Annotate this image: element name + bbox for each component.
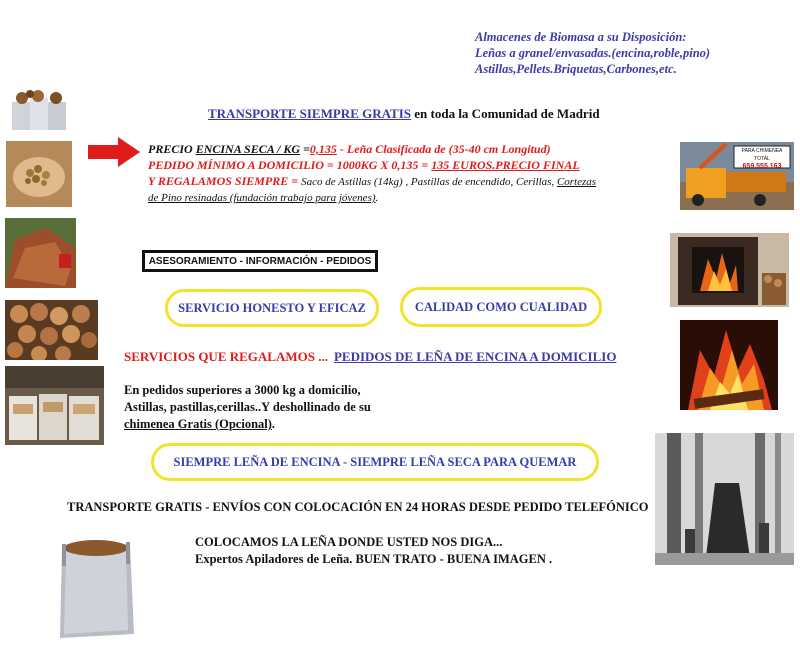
header-text: [475, 29, 795, 77]
truck-sign: [736, 147, 788, 171]
price-line-4: [148, 190, 648, 206]
price-line-3: [148, 173, 648, 190]
price-line-2: [148, 157, 648, 173]
forest-photo-image: [655, 433, 794, 565]
placement-line-2: Expertos Apiladores de Leña. BUEN TRATO - BUENA IMAGEN .: [195, 552, 553, 566]
truck-sign-phone: 659.555.163: [742, 163, 782, 170]
honest-service-oval: SERVICIO HONESTO Y EFICAZ: [165, 289, 379, 327]
logs-image: [5, 300, 98, 360]
header-line-2: Leñas a granel/envasadas.(encina,roble,pino): [475, 46, 711, 60]
warehouse-bags-image: [5, 366, 104, 445]
quality-oval: CALIDAD COMO CUALIDAD: [400, 287, 602, 327]
truck-image: [680, 142, 794, 210]
header-line-1: Almacenes de Biomasa a su Disposición:: [475, 30, 687, 44]
placement-text: [195, 534, 552, 568]
price-block: [148, 141, 648, 206]
price-label: PRECIO: [148, 142, 196, 156]
transport-headline: [208, 106, 600, 122]
fire-image: [680, 320, 778, 410]
arrow-right-icon: [88, 137, 140, 167]
orders-line-2: Astillas, pastillas,cerillas..Y deshollinado de su: [124, 400, 371, 414]
advice-box: ASESORAMIENTO - INFORMACIÓN - PEDIDOS: [142, 250, 378, 272]
orders-offer: [124, 382, 444, 433]
price-desc: - Leña Clasificada de (35-40 cm Longitud): [336, 142, 551, 156]
bigbag-image: [56, 534, 136, 644]
gifts-period: .: [375, 192, 379, 204]
gifts-list: Saco de Astillas (14kg) , Pastillas de encendido, Cerillas,: [301, 176, 557, 188]
services-label: SERVICIOS QUE REGALAMOS ...: [124, 349, 328, 364]
price-line-1: [148, 141, 648, 157]
transport-rest: en toda la Comunidad de Madrid: [411, 106, 600, 121]
woodpile-image: [5, 218, 76, 288]
orders-period: .: [271, 417, 276, 431]
orders-line-1: En pedidos superiores a 3000 kg a domicilio,: [124, 383, 361, 397]
always-oak-oval: SIEMPRE LEÑA DE ENCINA - SIEMPRE LEÑA SECA PARA QUEMAR: [151, 443, 599, 481]
sacks-image: [8, 88, 72, 136]
transport-lead: TRANSPORTE SIEMPRE GRATIS: [208, 106, 412, 121]
gifts-label: Y REGALAMOS SIEMPRE =: [148, 174, 302, 188]
price-value: 0,135: [309, 142, 337, 156]
shipping-line: TRANSPORTE GRATIS - ENVÍOS CON COLOCACIÓN EN 24 HORAS DESDE PEDIDO TELEFÓNICO: [67, 500, 649, 514]
gifts-bark: Cortezas: [556, 176, 597, 188]
orders-line-3: [124, 416, 444, 433]
placement-line-1: COLOCAMOS LA LEÑA DONDE USTED NOS DIGA...: [195, 535, 503, 549]
truck-sign-line-1: PARA CHIMENEA TOTAL: [741, 148, 783, 162]
services-line: [124, 349, 616, 365]
minimum-order: PEDIDO MÍNIMO A DOMICILIO = 1000KG X 0,135 =: [148, 158, 432, 172]
header-line-3: Astillas,Pellets.Briquetas,Carbones,etc.: [475, 62, 677, 76]
final-price: 135 EUROS.PRECIO FINAL: [431, 158, 580, 172]
orders-chimney: chimenea Gratis (Opcional): [124, 417, 272, 431]
price-equals: =: [300, 142, 310, 156]
fireplace-image: [670, 233, 789, 307]
price-product: ENCINA SECA / KG: [195, 142, 301, 156]
services-orders: PEDIDOS DE LEÑA DE ENCINA A DOMICILIO: [333, 349, 617, 364]
pellets-image: [6, 141, 72, 207]
gifts-foundation: de Pino resinadas (fundación trabajo para jóvenes): [148, 192, 376, 204]
